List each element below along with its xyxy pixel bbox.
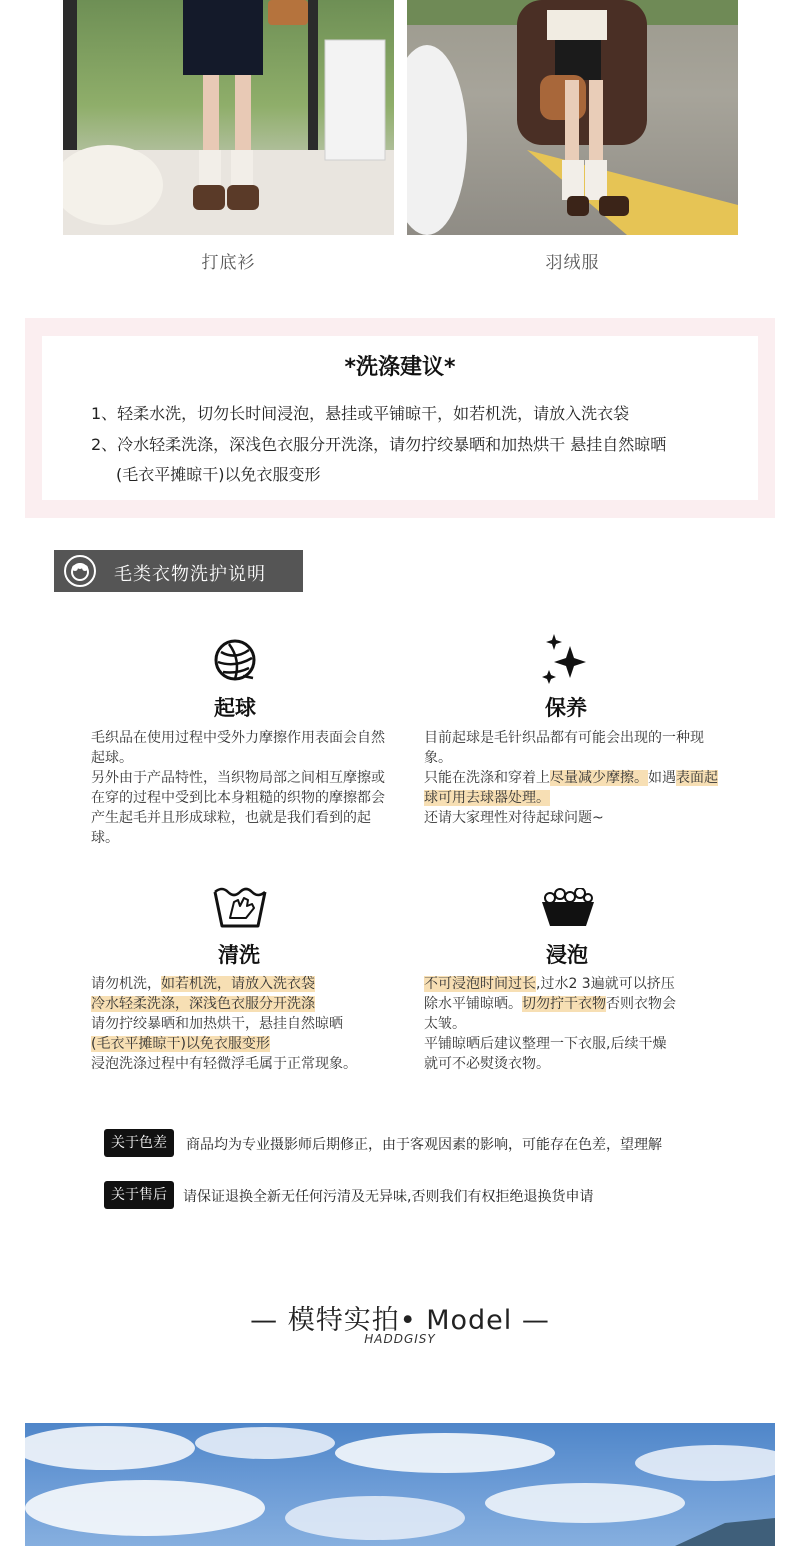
- photo-right-illustration: [407, 0, 738, 235]
- care-instructions-title: 毛类衣物洗护说明: [114, 564, 266, 585]
- washing-highlight-2: 冷水轻柔洗涤，深浅色衣服分开洗涤: [91, 996, 315, 1012]
- pilling-paragraph-1: 毛织品在使用过程中受外力摩擦作用表面会自然起球。: [91, 730, 385, 766]
- maintenance-paragraph-2: [424, 768, 724, 808]
- soaking-highlight-1: 不可浸泡时间过长: [424, 976, 536, 992]
- maintenance-title: 保养: [545, 696, 587, 720]
- soaking-line-2-a: 除水平铺晾晒。: [424, 996, 522, 1012]
- maintenance-text-b: 如遇: [648, 770, 676, 786]
- product-photo-right: [407, 0, 738, 235]
- washing-line-5: 浸泡洗涤过程中有轻微浮毛属于正常现象。: [91, 1056, 357, 1072]
- soaking-title: 浸泡: [546, 943, 588, 967]
- photo-caption-right: 羽绒服: [545, 253, 600, 273]
- color-difference-text: 商品均为专业摄影师后期修正，由于客观因素的影响，可能存在色差，望理解: [186, 1137, 662, 1153]
- washing-highlight-3: (毛衣平摊晾干)以免衣服变形: [91, 1036, 270, 1052]
- soaking-line-1: [424, 974, 724, 994]
- pilling-paragraph-2: 另外由于产品特性，当织物局部之间相互摩擦或在穿的过程中受到比本身粗糙的织物的摩擦都会产生起毛并且形成球粒，也就是我们看到的起球。: [91, 770, 385, 846]
- wash-advice-line-3: (毛衣平摊晾干)以免衣服变形: [116, 465, 321, 484]
- maintenance-text: [424, 728, 724, 828]
- washing-line-1: [91, 974, 391, 994]
- maintenance-highlight-1: 尽量减少摩擦。: [550, 770, 648, 786]
- hand-wash-icon: [212, 884, 268, 934]
- after-sales-tag: 关于售后: [104, 1181, 174, 1209]
- soaking-line-4: 平铺晾晒后建议整理一下衣服,后续干燥: [424, 1036, 667, 1052]
- model-photo-sky: [25, 1423, 775, 1546]
- soaking-line-1-b: ,过水2 3遍就可以挤压: [536, 976, 675, 992]
- washing-line-4: [91, 1034, 391, 1054]
- maintenance-highlight-2: 表面起球可用去球器处理。: [424, 770, 718, 806]
- model-section-title: — 模特实拍• Model —: [250, 1305, 550, 1336]
- soaking-line-5: 就可不必熨烫衣物。: [424, 1056, 550, 1072]
- soaking-basin-icon: [540, 888, 596, 932]
- sparkle-icon: [540, 632, 594, 690]
- pilling-text: [91, 728, 391, 848]
- maintenance-text-a: 只能在洗涤和穿着上: [424, 770, 550, 786]
- washing-text: [91, 974, 391, 1074]
- soaking-line-2-b: 否则衣物会: [606, 996, 676, 1012]
- washing-line-3: 请勿拧绞暴晒和加热烘干，悬挂自然晾晒: [91, 1016, 343, 1032]
- product-photo-left: [63, 0, 394, 235]
- soaking-highlight-2: 切勿拧干衣物: [522, 996, 606, 1012]
- yarn-ball-icon: [213, 638, 257, 686]
- washing-line-1-a: 请勿机洗，: [91, 976, 161, 992]
- sheep-icon: [64, 555, 96, 587]
- maintenance-paragraph-3: 还请大家理性对待起球问题~: [424, 810, 604, 826]
- soaking-line-3: 太皱。: [424, 1016, 466, 1032]
- wash-advice-line-1: 1、轻柔水洗，切勿长时间浸泡，悬挂或平铺晾干，如若机洗，请放入洗衣袋: [91, 404, 630, 423]
- pilling-title: 起球: [214, 696, 256, 720]
- wash-advice-title: *洗涤建议*: [344, 355, 456, 380]
- color-difference-tag: 关于色差: [104, 1129, 174, 1157]
- washing-line-2: [91, 994, 391, 1014]
- photo-caption-left: 打底衫: [201, 253, 256, 273]
- model-section-brand: HADDGISY: [364, 1332, 436, 1346]
- soaking-line-2: [424, 994, 724, 1014]
- after-sales-text: 请保证退换全新无任何污清及无异味,否则我们有权拒绝退换货申请: [183, 1189, 594, 1205]
- wash-advice-line-2: 2、冷水轻柔洗涤，深浅色衣服分开洗涤，请勿拧绞暴晒和加热烘干 悬挂自然晾晒: [91, 435, 667, 454]
- soaking-text: [424, 974, 724, 1074]
- photo-left-illustration: [63, 0, 394, 235]
- maintenance-paragraph-1: 目前起球是毛针织品都有可能会出现的一种现象。: [424, 730, 704, 766]
- sky-clouds-illustration: [25, 1423, 775, 1546]
- care-instructions-header: [54, 550, 303, 592]
- washing-highlight-1: 如若机洗，请放入洗衣袋: [161, 976, 315, 992]
- washing-title: 清洗: [218, 943, 260, 967]
